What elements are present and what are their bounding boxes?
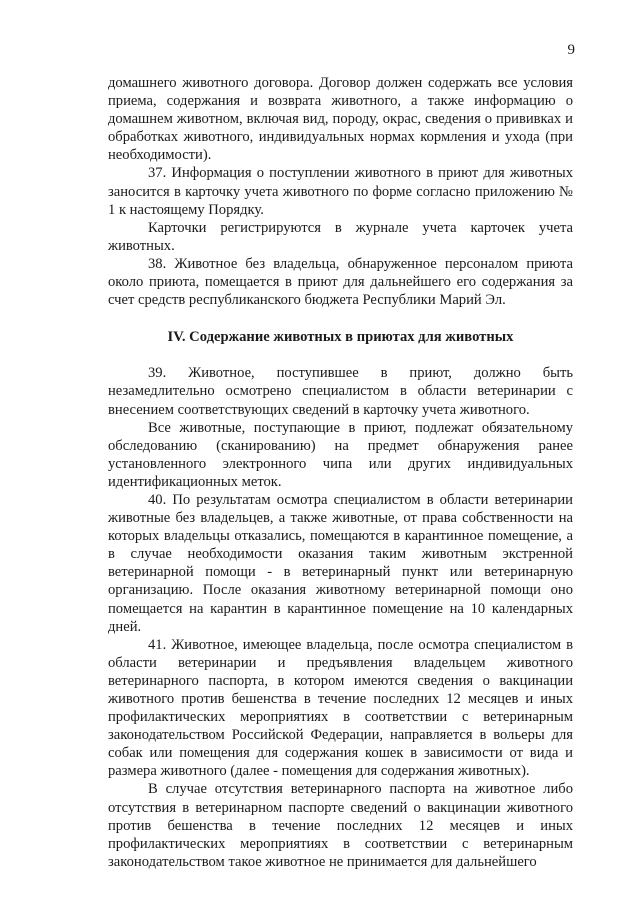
paragraph-40: 40. По результатам осмотра специалистом в области ветеринарии животные без владельцев, а также животные, от права собственности на которых владельцы отказались, помещаются в карантинное помещение, а в случае необходимости оказания таким животным экстренной ветеринарной помощи - в ветеринарный пункт или ветеринарную организацию. После оказания животному ветеринарной помощи оно помещается на карантин в карантинное помещение на 10 календарных дней. [108, 491, 573, 635]
paragraph-37: 37. Информация о поступлении животного в приют для животных заносится в карточку учета животного по форме согласно приложению № 1 к настоящему Порядку. [108, 165, 573, 218]
document-body [108, 74, 573, 871]
paragraph-continuation: домашнего животного договора. Договор должен содержать все условия приема, содержания и возврата животного, а также информацию о домашнем животном, включая вид, породу, окрас, сведения о прививках и обработках животного, индивидуальных нормах кормления и ухода (при необходимости). [108, 75, 573, 164]
paragraph-39-all-animals: Все животные, поступающие в приют, подлежат обязательному обследованию (сканированию) на предмет обнаружения ранее установленного электронного чипа или других индивидуальных идентификационных меток. [108, 419, 573, 490]
paragraph-41-absent-passport: В случае отсутствия ветеринарного паспорта на животное либо отсутствия в ветеринарном паспорте сведений о вакцинации животного против бешенства в течение последних 12 месяцев и иных профилактических мероприятиях в соответствии с ветеринарным законодательством такое животное не принимается для дальнейшего [108, 781, 573, 870]
paragraph-37-cards: Карточки регистрируются в журнале учета карточек учета животных. [108, 219, 573, 254]
section-heading: IV. Содержание животных в приютах для животных [167, 329, 514, 346]
page-number: 9 [567, 42, 575, 58]
paragraph-38: 38. Животное без владельца, обнаруженное персоналом приюта около приюта, помещается в приют для дальнейшего его содержания за счет средств республиканского бюджета Республики Марий Эл. [108, 255, 573, 309]
paragraph-41: 41. Животное, имеющее владельца, после осмотра специалистом в области ветеринарии и предъявления владельцем животного ветеринарного паспорта, в котором имеются сведения о вакцинации животного против бешенства в течение последних 12 месяцев и иных профилактических мероприятиях в соответствии с ветеринарным законодательством Российской Федерации, направляется в вольеры для собак или помещения для содержания кошек в зависимости от вида и размера животного (далее - помещения для содержания животных). [108, 636, 573, 780]
paragraph-39: 39. Животное, поступившее в приют, должно быть незамедлительно осмотрено специалистом в области ветеринарии с внесением соответствующих сведений в карточку учета животного. [108, 365, 573, 418]
